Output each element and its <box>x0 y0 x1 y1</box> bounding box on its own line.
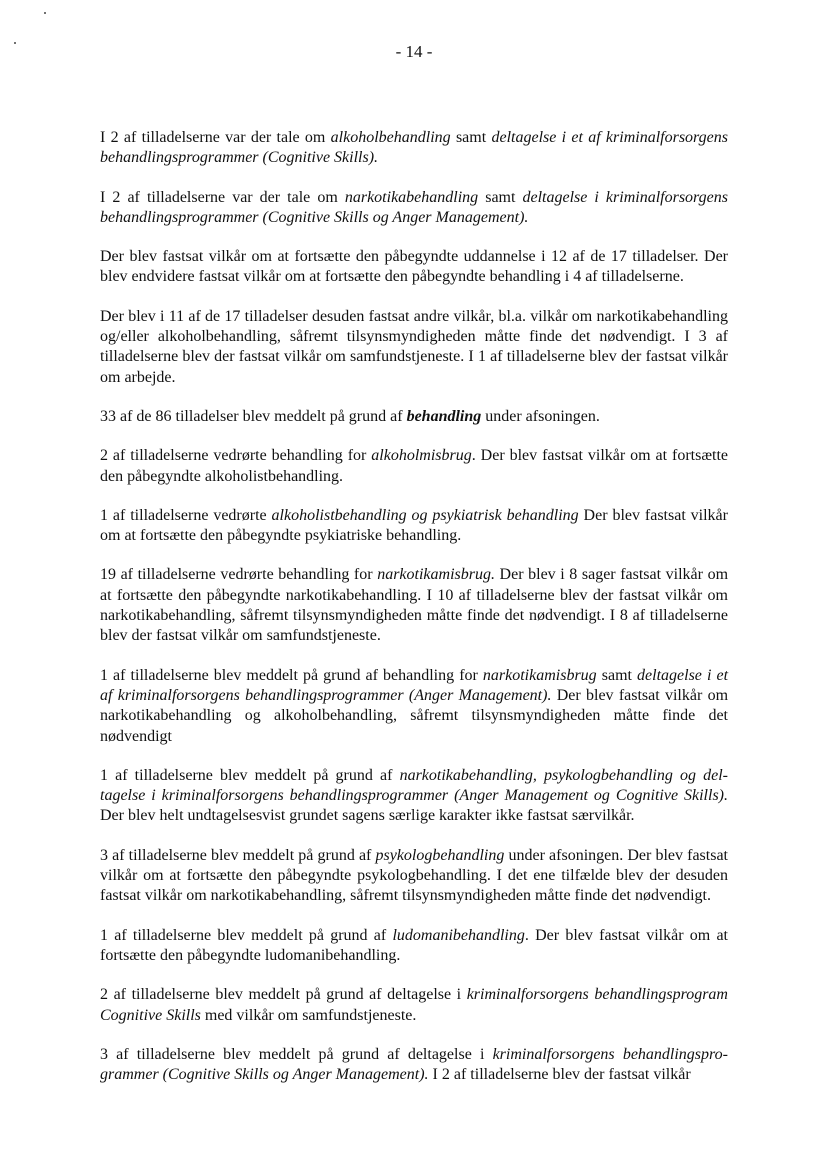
text-run: kriminalforsorgens behandlingsprogrammer (Cognitive Skills og Anger Management). <box>100 1045 728 1084</box>
text-run: Der blev i 8 sager fastsat vilkår om at fortsætte den påbegyndte narkotikabehandling. I 10 af tilladelserne blev der fastsat vilkår om narkotikabehandling, såfremt tilsynsmyndigheden måtte finde det nødvendigt. I 8 af tilladelserne blev der fastsat vilkår om samfundstjeneste. <box>100 566 729 645</box>
text-run: narkotikabehandling <box>344 188 479 206</box>
text-run: behandling <box>406 407 482 425</box>
text-run: narkotikamisbrug <box>482 666 597 684</box>
text-run: deltagelse i et af kriminalforsorgens behandlingsprogrammer (Anger Management). <box>100 666 729 704</box>
text-run: samt <box>478 188 523 206</box>
text-run: Der blev helt undtagelsesvist grundet sagens særlige karakter ikke fastsat særvilkår. <box>100 807 635 825</box>
text-run: med vilkår om samfundstjeneste. <box>200 1006 417 1024</box>
text-run: 1 af tilladelserne blev meddelt på grund af <box>100 926 393 944</box>
paragraph <box>100 506 728 547</box>
text-run: . Der blev fastsat vilkår om at fortsætte den påbegyndte alkoholistbehandling. <box>100 447 729 485</box>
text-run: 1 af tilladelserne blev meddelt på grund af behandling for <box>100 666 483 684</box>
scan-speck <box>44 12 46 14</box>
text-run: Der blev fastsat vilkår om at fortsætte den påbegyndte uddannelse i 12 af de 17 tilladelser. Der blev endvidere fastsat vilkår om at fortsætte den påbegyndte behandling i 4 af tilladelserne. <box>100 248 728 286</box>
text-run: 2 af tilladelserne blev meddelt på grund af deltagelse i <box>100 986 467 1004</box>
page-number: - 14 - <box>395 42 433 61</box>
text-run: 3 af tilladelserne blev meddelt på grund af <box>100 846 376 864</box>
text-run: narkotikabehandling, psykologbehandling og deltagelse i kriminalforsorgens behandlingsprogrammer (Anger Management og Cognitive Skills). <box>100 766 728 805</box>
text-run: psykologbehandling <box>375 846 505 864</box>
document-body <box>100 128 728 1104</box>
text-run: kriminalforsorgens behandlingsprogram Cognitive Skills <box>100 986 728 1024</box>
paragraph <box>100 766 728 827</box>
text-run: alkoholmisbrug <box>371 447 472 465</box>
paragraph <box>100 446 728 487</box>
text-run: I 2 af tilladelserne var der tale om <box>100 129 331 146</box>
text-run: under afsoningen. <box>481 407 600 425</box>
text-run: under afsoningen. Der blev fastsat vilkår om at fortsætte den påbegyndte psykologbehandling. I det ene tilfælde blev der desuden fastsat vilkår om narkotikabehandling, såfremt tilsynsmyndigheden måtte finde det nødvendigt. <box>100 846 728 905</box>
text-run: 2 af tilladelserne vedrørte behandling for <box>100 447 372 465</box>
paragraph <box>100 128 728 169</box>
paragraph <box>100 247 728 288</box>
text-run: deltagelse i kriminalforsorgens behandlingsprogrammer (Cognitive Skills og Anger Management). <box>100 188 729 226</box>
paragraph <box>100 407 728 427</box>
text-run: alkoholbehandling <box>330 129 451 146</box>
text-run: Der blev fastsat vilkår om at fortsætte den påbegyndte psykiatriske behandling. <box>100 506 728 545</box>
text-run: 1 af tilladelserne vedrørte <box>100 506 272 524</box>
paragraph <box>100 666 728 747</box>
paragraph <box>100 926 728 967</box>
text-run: samt <box>596 666 638 684</box>
paragraph <box>100 846 728 907</box>
text-run: 3 af tilladelserne blev meddelt på grund af deltagelse i <box>100 1045 493 1063</box>
text-run: 1 af tilladelserne blev meddelt på grund af <box>100 766 400 784</box>
paragraph <box>100 565 728 646</box>
text-run: Der blev i 11 af de 17 tilladelser desuden fastsat andre vilkår, bl.a. vilkår om narkotikabehandling og/eller alkoholbehandling, såfremt tilsynsmyndigheden måtte finde det nødvendigt. I 3 af tilladelserne blev der fastsat vilkår om samfundstjeneste. I 1 af tilladelserne blev der fastsat vilkår om arbejde. <box>100 307 728 386</box>
paragraph <box>100 307 728 388</box>
paragraph <box>100 1045 728 1086</box>
text-run: deltagelse i et af kriminalforsorgens behandlingsprogrammer (Cognitive Skills). <box>100 129 729 167</box>
text-run: 33 af de 86 tilladelser blev meddelt på grund af <box>100 407 407 425</box>
text-run: samt <box>450 129 492 146</box>
text-run: I 2 af tilladelserne var der tale om <box>100 188 345 206</box>
text-run: ludomanibehandling <box>392 926 525 944</box>
text-run: I 2 af tilladelserne blev der fastsat vilkår <box>428 1066 691 1084</box>
text-run: alkoholistbehandling og psykiatrisk behandling <box>271 506 579 524</box>
paragraph <box>100 985 728 1026</box>
paragraph <box>100 188 728 229</box>
text-run: narkotikamisbrug. <box>377 566 495 584</box>
text-run: 19 af tilladelserne vedrørte behandling for <box>100 566 378 584</box>
text-run: . Der blev fastsat vilkår om at fortsætte den påbegyndte ludomanibehandling. <box>100 926 728 964</box>
text-run: Der blev fastsat vilkår om narkotikabehandling og alkoholbehandling, såfremt tilsynsmyndigheden måtte finde det nødvendigt <box>100 686 729 745</box>
